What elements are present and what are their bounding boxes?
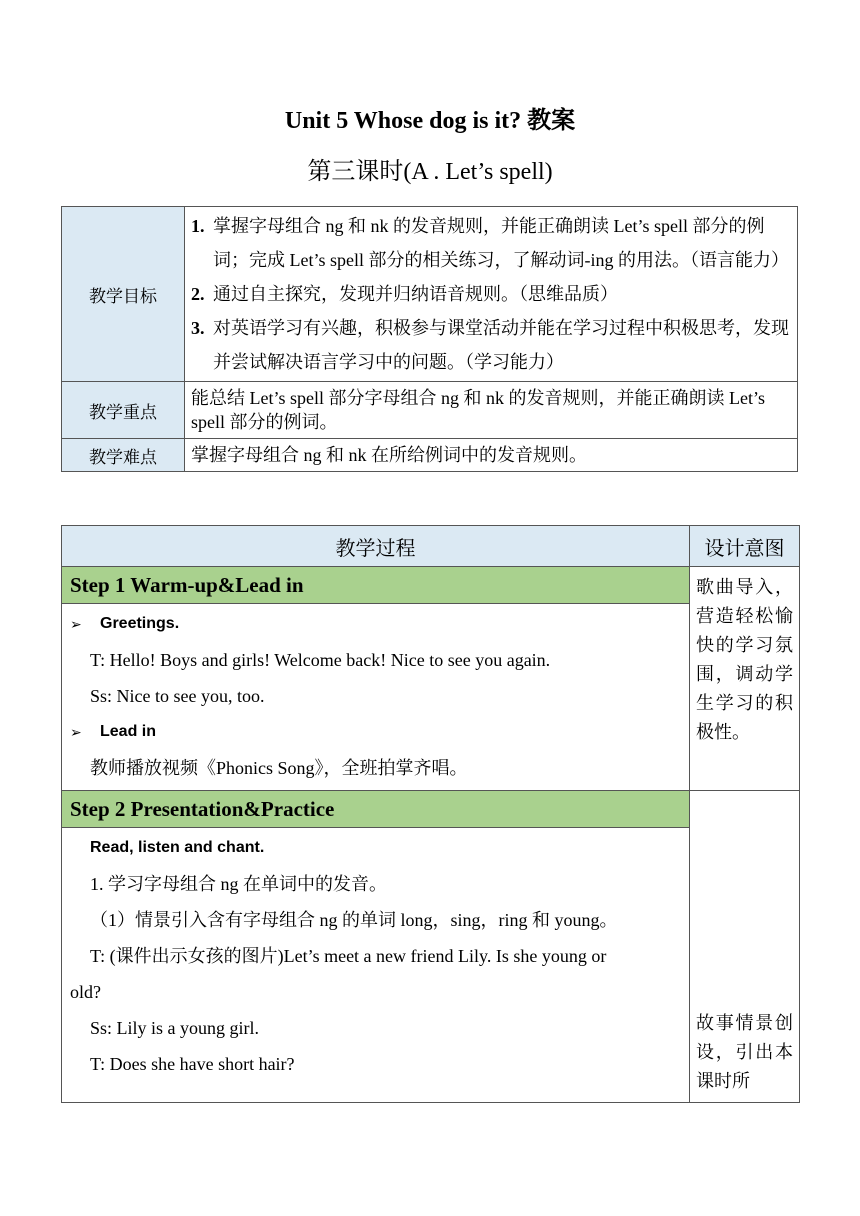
step2-body-row: [62, 828, 800, 1103]
dialogue-line: old?: [70, 982, 101, 1002]
intent-header: 设计意图: [690, 526, 800, 567]
goal-item: [191, 311, 791, 379]
step1-title-row: [62, 567, 800, 604]
step1-body-row: [62, 604, 800, 791]
dialogue-line: T: (课件出示女孩的图片)Let’s meet a new friend Lily. Is she young or: [90, 946, 607, 966]
goals-row: [62, 207, 798, 382]
goal-number: 2.: [191, 284, 205, 304]
key-points-text: 能总结 Let’s spell 部分字母组合 ng 和 nk 的发音规则，并能正确朗读 Let’s spell 部分的例词。: [185, 382, 798, 439]
dialogue-line: T: Hello! Boys and girls! Welcome back! Nice to see you again.: [90, 650, 551, 670]
step1-intent: 歌曲导入，营造轻松愉快的学习氛围，调动学生学习的积极性。: [690, 567, 800, 791]
bullet-item: [70, 606, 683, 642]
goal-item: [191, 277, 791, 311]
goal-number: 1.: [191, 216, 205, 236]
section-heading: Read, listen and chant.: [90, 839, 265, 856]
document-title: Unit 5 Whose dog is it? 教案: [284, 108, 576, 134]
process-header-row: [62, 526, 800, 567]
dialogue-line: 教师播放视频《Phonics Song》，全班拍掌齐唱。: [90, 758, 468, 778]
goals-content: [185, 207, 798, 382]
step1-title: Step 1 Warm-up&Lead in: [62, 567, 690, 604]
step2-intent: 故事情景创设，引出本课时所: [690, 791, 800, 1103]
step2-title: Step 2 Presentation&Practice: [62, 791, 690, 828]
bullet-text: Greetings.: [100, 615, 180, 632]
difficulty-row: [62, 439, 798, 472]
dialogue-line: Ss: Nice to see you, too.: [90, 686, 265, 706]
dialogue-line: T: Does she have short hair?: [90, 1054, 295, 1074]
goal-text: 对英语学习有兴趣，积极参与课堂活动并能在学习过程中积极思考，发现并尝试解决语言学习中的问题。（学习能力）: [213, 318, 789, 372]
dialogue-line: （1）情景引入含有字母组合 ng 的单词 long，sing，ring 和 young。: [90, 910, 618, 930]
dialogue-line: 1. 学习字母组合 ng 在单词中的发音。: [90, 874, 387, 894]
step1-body: [62, 604, 690, 791]
goals-label: 教学目标: [62, 207, 185, 382]
objectives-table: [61, 206, 798, 472]
step2-title-row: [62, 791, 800, 828]
document-subtitle: 第三课时(A . Let’s spell): [307, 159, 553, 185]
goal-number: 3.: [191, 318, 205, 338]
bullet-text: Lead in: [100, 723, 157, 740]
difficulty-label: 教学难点: [62, 439, 185, 472]
bullet-item: [70, 714, 683, 750]
arrow-bullet-icon: ➢: [70, 616, 82, 632]
key-points-label: 教学重点: [62, 382, 185, 439]
goal-text: 掌握字母组合 ng 和 nk 的发音规则，并能正确朗读 Let’s spell 部分的例词；完成 Let’s spell 部分的相关练习，了解动词-ing 的用法。（语言能力）: [213, 216, 789, 270]
arrow-bullet-icon: ➢: [70, 724, 82, 740]
step2-body: [62, 828, 690, 1103]
difficulty-text: 掌握字母组合 ng 和 nk 在所给例词中的发音规则。: [185, 439, 798, 472]
dialogue-line: Ss: Lily is a young girl.: [90, 1018, 260, 1038]
process-header: 教学过程: [62, 526, 690, 567]
process-table: [61, 525, 800, 1103]
goal-item: [191, 209, 791, 277]
goal-text: 通过自主探究，发现并归纳语音规则。（思维品质）: [213, 284, 618, 304]
key-points-row: [62, 382, 798, 439]
